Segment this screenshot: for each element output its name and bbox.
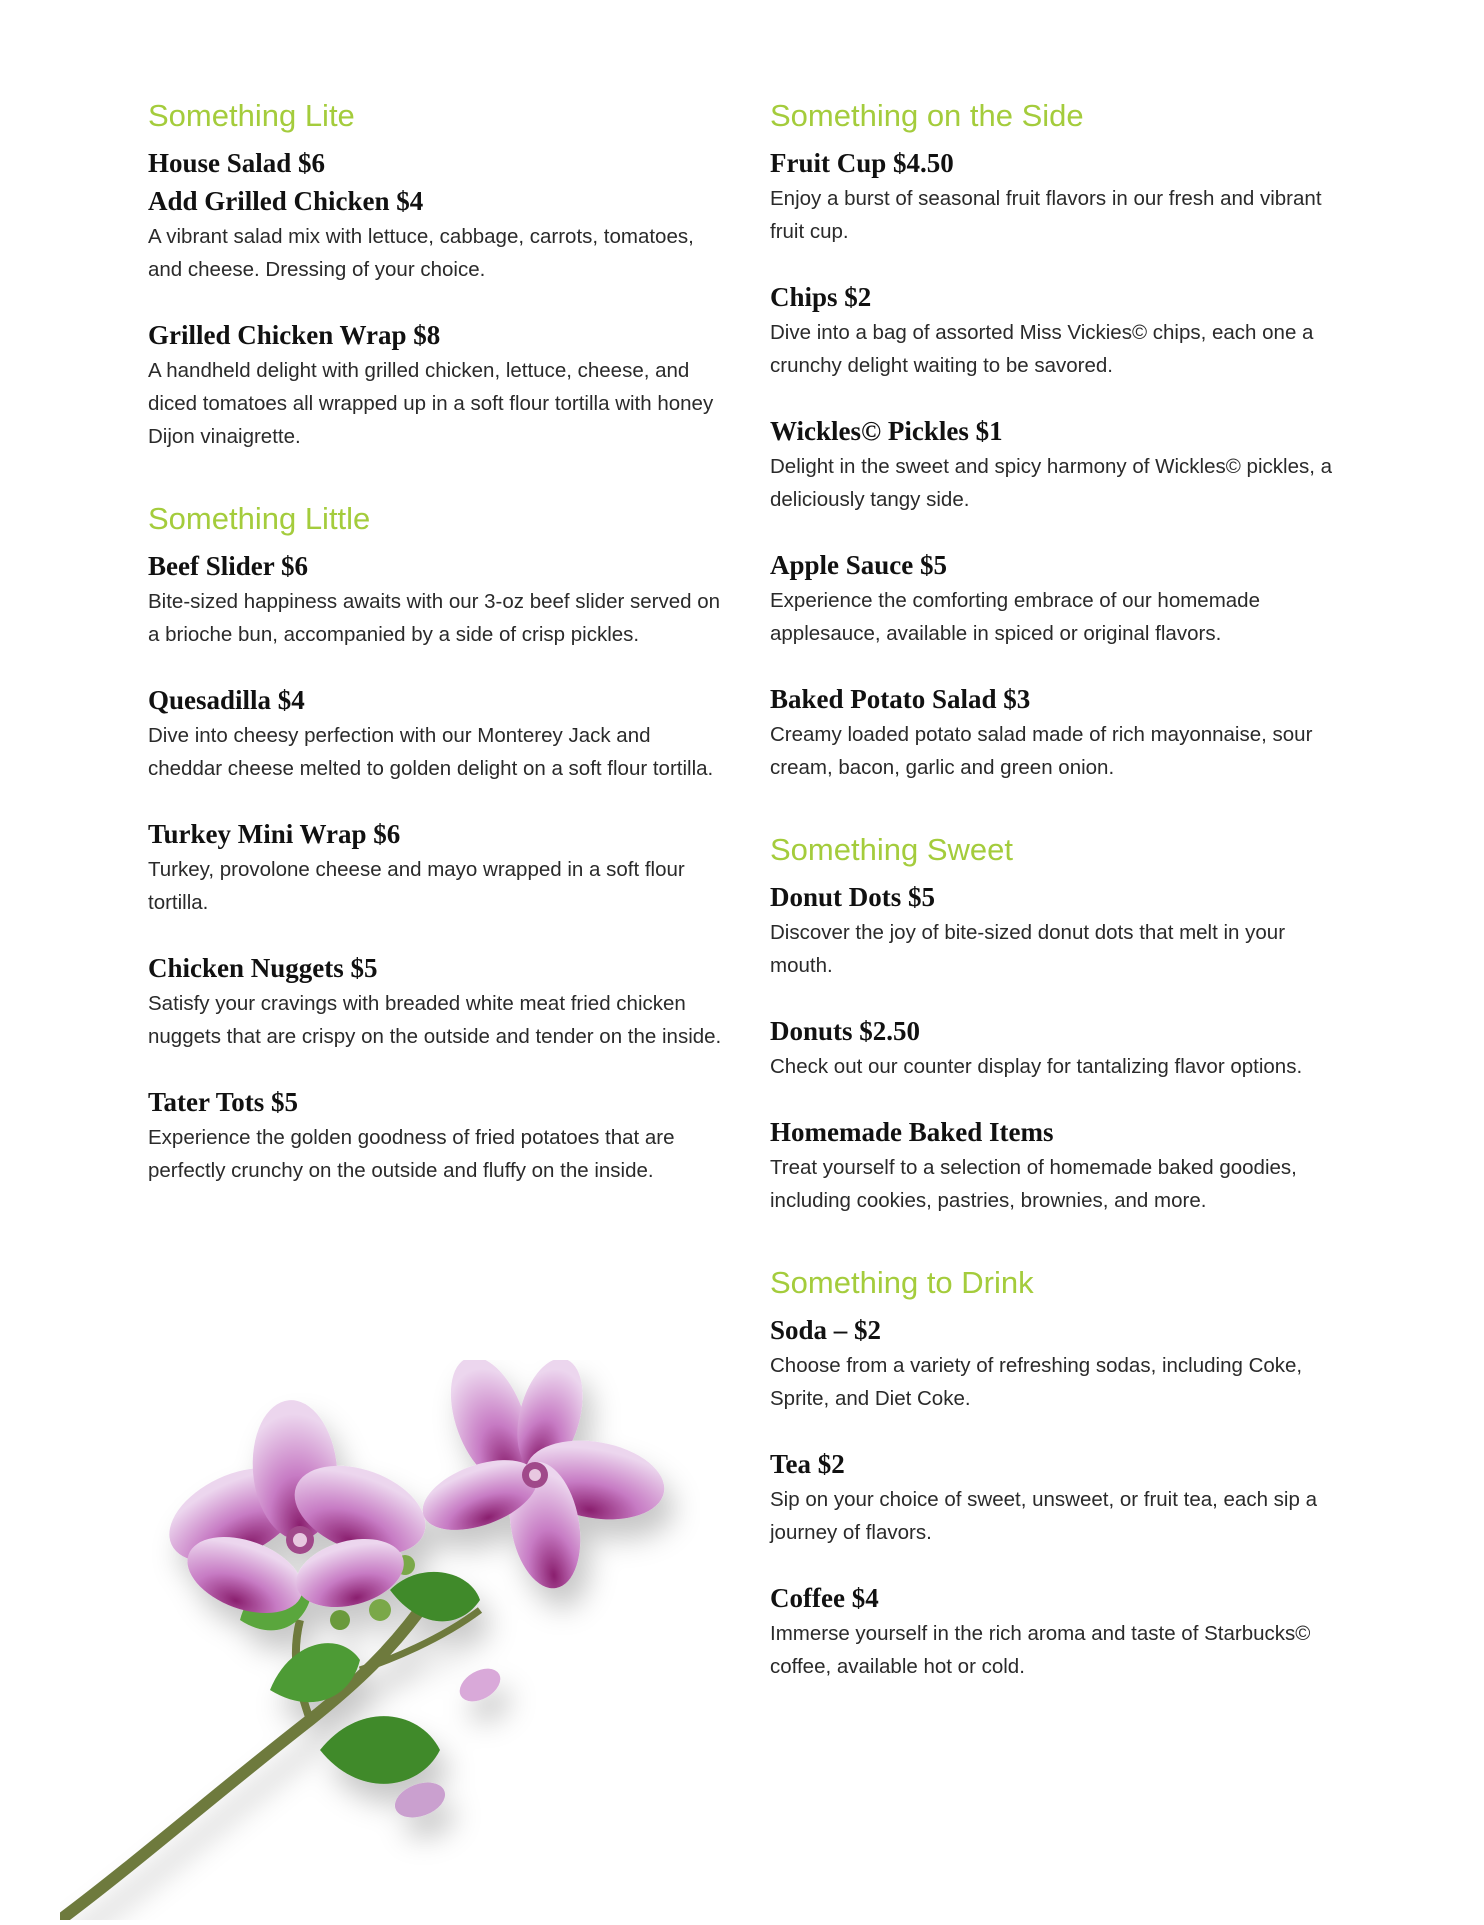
item-name: Beef Slider $6 xyxy=(148,551,308,581)
mallow-flower-icon xyxy=(60,1360,700,1920)
item-description: Satisfy your cravings with breaded white meat fried chicken nuggets that are crispy on the outside and tender on the inside. xyxy=(148,992,722,1048)
item-description: Enjoy a burst of seasonal fruit flavors in our fresh and vibrant fruit cup. xyxy=(770,187,1322,243)
item-name: Soda – $2 xyxy=(770,1315,882,1345)
item-description: Dive into cheesy perfection with our Monterey Jack and cheddar cheese melted to golden delight on a soft flour tortilla. xyxy=(148,724,714,780)
left-column xyxy=(148,96,728,1233)
item-name: Fruit Cup $4.50 xyxy=(770,148,954,178)
item-description: Experience the comforting embrace of our homemade applesauce, available in spiced or original flavors. xyxy=(770,589,1260,645)
item-name: Donuts $2.50 xyxy=(770,1016,921,1046)
section-title: Something Sweet xyxy=(770,832,1013,867)
item-description: Discover the joy of bite-sized donut dots that melt in your mouth. xyxy=(770,921,1286,977)
item-description: Immerse yourself in the rich aroma and taste of Starbucks© coffee, available hot or cold. xyxy=(770,1622,1311,1678)
item-name: Donut Dots $5 xyxy=(770,882,936,912)
menu-item-wickles-pickles xyxy=(770,412,1350,516)
item-description: Delight in the sweet and spicy harmony of Wickles© pickles, a deliciously tangy side. xyxy=(770,455,1333,511)
menu-item-house-salad xyxy=(148,144,728,286)
menu-item-donuts xyxy=(770,1012,1350,1083)
item-name: Tater Tots $5 xyxy=(148,1087,299,1117)
section-something-lite xyxy=(148,96,728,453)
item-description: Dive into a bag of assorted Miss Vickies© chips, each one a crunchy delight waiting to be savored. xyxy=(770,321,1314,377)
item-name: Apple Sauce $5 xyxy=(770,550,948,580)
item-name: Chicken Nuggets $5 xyxy=(148,953,378,983)
menu-item-baked-potato-salad xyxy=(770,680,1350,784)
item-name: Chips $2 xyxy=(770,282,872,312)
menu-item-donut-dots xyxy=(770,878,1350,982)
menu-item-quesadilla xyxy=(148,681,728,785)
item-description: Bite-sized happiness awaits with our 3-oz beef slider served on a brioche bun, accompanied by a side of crisp pickles. xyxy=(148,590,721,646)
item-name: House Salad $6 xyxy=(148,148,326,178)
item-name: Turkey Mini Wrap $6 xyxy=(148,819,401,849)
item-description: Sip on your choice of sweet, unsweet, or fruit tea, each sip a journey of flavors. xyxy=(770,1488,1317,1544)
item-name: Coffee $4 xyxy=(770,1583,879,1613)
section-title: Something Lite xyxy=(148,98,355,133)
menu-item-soda xyxy=(770,1311,1350,1415)
menu-item-homemade-baked-items xyxy=(770,1113,1350,1217)
menu-item-turkey-mini-wrap xyxy=(148,815,728,919)
item-description: Choose from a variety of refreshing sodas, including Coke, Sprite, and Diet Coke. xyxy=(770,1354,1303,1410)
section-title: Something to Drink xyxy=(770,1265,1034,1300)
item-addon: Add Grilled Chicken $4 xyxy=(148,186,424,216)
item-name: Wickles© Pickles $1 xyxy=(770,416,1003,446)
item-name: Baked Potato Salad $3 xyxy=(770,684,1031,714)
menu-item-tater-tots xyxy=(148,1083,728,1187)
section-title: Something Little xyxy=(148,501,371,536)
section-title: Something on the Side xyxy=(770,98,1084,133)
item-description: Creamy loaded potato salad made of rich mayonnaise, sour cream, bacon, garlic and green onion. xyxy=(770,723,1313,779)
section-something-on-the-side xyxy=(770,96,1350,784)
menu-item-beef-slider xyxy=(148,547,728,651)
item-description: Turkey, provolone cheese and mayo wrapped in a soft flour tortilla. xyxy=(148,858,685,914)
section-something-to-drink xyxy=(770,1263,1350,1683)
menu-item-apple-sauce xyxy=(770,546,1350,650)
item-name: Grilled Chicken Wrap $8 xyxy=(148,320,441,350)
section-something-little xyxy=(148,499,728,1187)
menu-item-tea xyxy=(770,1445,1350,1549)
menu-item-grilled-chicken-wrap xyxy=(148,316,728,453)
item-description: A vibrant salad mix with lettuce, cabbage, carrots, tomatoes, and cheese. Dressing of your choice. xyxy=(148,225,694,281)
menu-item-chicken-nuggets xyxy=(148,949,728,1053)
item-description: Check out our counter display for tantalizing flavor options. xyxy=(770,1055,1303,1078)
item-description: Treat yourself to a selection of homemade baked goodies, including cookies, pastries, brownies, and more. xyxy=(770,1156,1297,1212)
section-something-sweet xyxy=(770,830,1350,1217)
item-name: Quesadilla $4 xyxy=(148,685,305,715)
item-name: Tea $2 xyxy=(770,1449,845,1479)
item-description: A handheld delight with grilled chicken, lettuce, cheese, and diced tomatoes all wrapped up in a soft flour tortilla with honey Dijon vinaigrette. xyxy=(148,359,714,448)
item-name: Homemade Baked Items xyxy=(770,1117,1054,1147)
menu-item-coffee xyxy=(770,1579,1350,1683)
menu-item-fruit-cup xyxy=(770,144,1350,248)
menu-item-chips xyxy=(770,278,1350,382)
right-column xyxy=(770,96,1350,1729)
item-description: Experience the golden goodness of fried potatoes that are perfectly crunchy on the outside and fluffy on the inside. xyxy=(148,1126,675,1182)
